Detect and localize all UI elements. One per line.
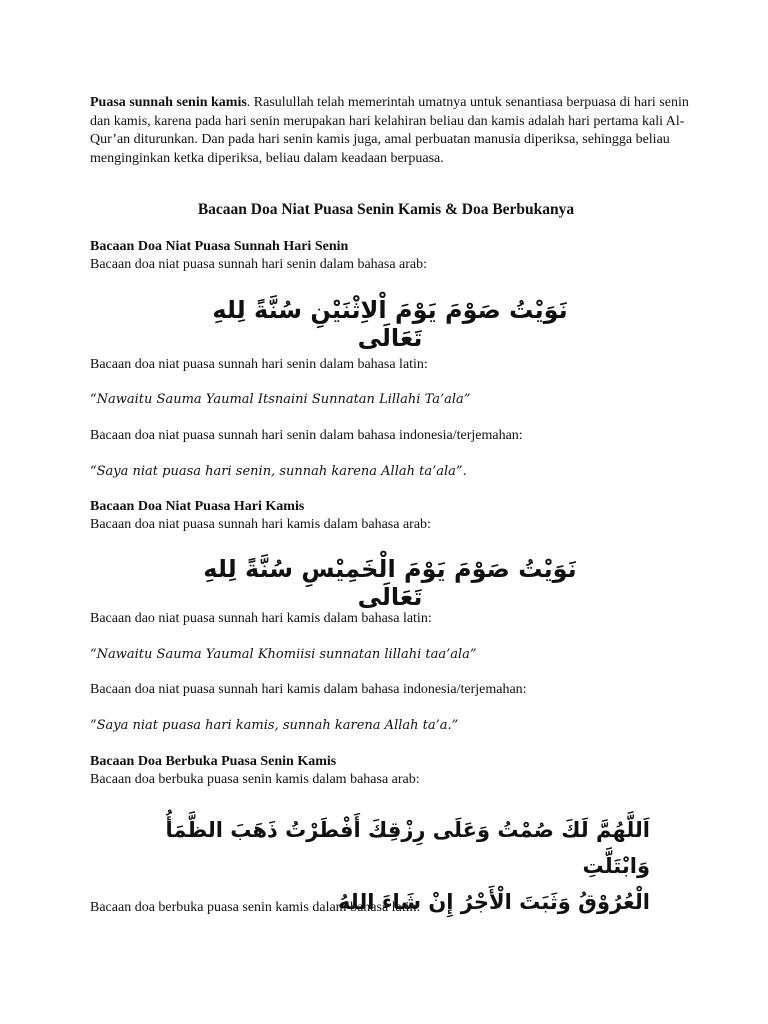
berbuka-arabic-line-2: الْعُرُوْقُ وَثَبَتَ الْأَجْرُ إِنْ شَاءَ اللهُ <box>338 890 650 914</box>
senin-latin-label: Bacaan doa niat puasa sunnah hari senin dalam bahasa latin: <box>90 357 428 372</box>
kamis-indo-text: “Saya niat puasa hari kamis, sunnah karena Allah ta’a.” <box>90 718 459 733</box>
senin-indo-label: Bacaan doa niat puasa sunnah hari senin dalam bahasa indonesia/terjemahan: <box>90 428 523 443</box>
senin-arabic-text: نَوَيْتُ صَوْمَ يَوْمَ اْلاِثْنَيْنِ سُنَّةً لِلهِ تَعَالَى <box>212 296 568 352</box>
intro-paragraph <box>90 94 690 168</box>
kamis-heading: Bacaan Doa Niat Puasa Hari Kamis <box>90 499 305 514</box>
kamis-arab-label: Bacaan doa niat puasa sunnah hari kamis dalam bahasa arab: <box>90 517 431 532</box>
intro-bold-lead: Puasa sunnah senin kamis <box>90 95 247 110</box>
senin-arab-label: Bacaan doa niat puasa sunnah hari senin dalam bahasa arab: <box>90 257 428 272</box>
senin-indo-text: “Saya niat puasa hari senin, sunnah karena Allah ta’ala”. <box>90 464 467 479</box>
kamis-latin-label: Bacaan dao niat puasa sunnah hari kamis dalam bahasa latin: <box>90 611 432 626</box>
senin-latin-text: “Nawaitu Sauma Yaumal Itsnaini Sunnatan Lillahi Ta’ala” <box>90 392 471 407</box>
berbuka-heading: Bacaan Doa Berbuka Puasa Senin Kamis <box>90 754 337 769</box>
senin-heading: Bacaan Doa Niat Puasa Sunnah Hari Senin <box>90 239 349 254</box>
page-title: Bacaan Doa Niat Puasa Senin Kamis & Doa Berbukanya <box>197 201 575 218</box>
kamis-indo-label: Bacaan doa niat puasa sunnah hari kamis dalam bahasa indonesia/terjemahan: <box>90 682 527 697</box>
berbuka-latin-label: Bacaan doa berbuka puasa senin kamis dalam bahasa latin: <box>90 900 421 915</box>
intro-text: . Rasulullah telah memerintah umatnya untuk senantiasa berpuasa di hari senin dan kamis, karena pada hari senin merupakan hari kelahiran beliau dan kamis adalah hari pertama kali Al-Qur’an diturunkan. Dan pada hari senin kamis juga, amal perbuatan manusia diperiksa, sehingga beliau menginginkan ketka diperiksa, beliau dalam keadaan berpuasa. <box>90 95 689 166</box>
kamis-arabic-text: نَوَيْتُ صَوْمَ يَوْمَ الْخَمِيْسِ سُنَّةً لِلهِ تَعَالَى <box>203 555 577 611</box>
berbuka-arabic-line-1: اَللَّهُمَّ لَكَ صُمْتُ وَعَلَى رِزْقِكَ أَفْطَرْتُ ذَهَبَ الظَّمَأُ وَابْتَلَّتِ <box>165 818 650 878</box>
berbuka-arab-label: Bacaan doa berbuka puasa senin kamis dalam bahasa arab: <box>90 772 420 787</box>
kamis-latin-text: “Nawaitu Sauma Yaumal Khomiisi sunnatan lillahi taa’ala” <box>90 647 477 662</box>
